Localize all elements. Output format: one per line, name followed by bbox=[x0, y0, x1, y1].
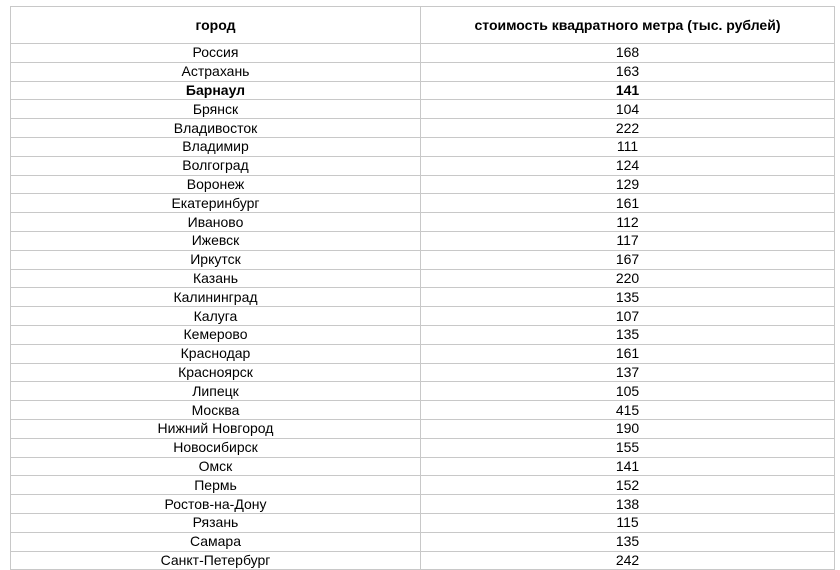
table-row bbox=[11, 44, 835, 63]
cell-price: 115 bbox=[421, 513, 835, 532]
table-row bbox=[11, 231, 835, 250]
cell-price: 129 bbox=[421, 175, 835, 194]
cell-city: Москва bbox=[11, 401, 421, 420]
cell-price: 163 bbox=[421, 62, 835, 81]
cell-price: 105 bbox=[421, 382, 835, 401]
table-row bbox=[11, 100, 835, 119]
table-row bbox=[11, 269, 835, 288]
table-row bbox=[11, 325, 835, 344]
table-row bbox=[11, 476, 835, 495]
cell-price: 124 bbox=[421, 156, 835, 175]
header-city: город bbox=[11, 7, 421, 44]
cell-price: 137 bbox=[421, 363, 835, 382]
table-row bbox=[11, 532, 835, 551]
cell-city: Калининград bbox=[11, 288, 421, 307]
cell-city: Кемерово bbox=[11, 325, 421, 344]
cell-price: 190 bbox=[421, 419, 835, 438]
cell-city: Брянск bbox=[11, 100, 421, 119]
cell-city: Новосибирск bbox=[11, 438, 421, 457]
table-row bbox=[11, 438, 835, 457]
cell-price: 415 bbox=[421, 401, 835, 420]
table-row bbox=[11, 307, 835, 326]
table-row bbox=[11, 457, 835, 476]
cell-city: Барнаул bbox=[11, 81, 421, 100]
cell-city: Липецк bbox=[11, 382, 421, 401]
cell-price: 161 bbox=[421, 344, 835, 363]
table-row bbox=[11, 119, 835, 138]
cell-price: 138 bbox=[421, 495, 835, 514]
cell-price: 161 bbox=[421, 194, 835, 213]
cell-city: Казань bbox=[11, 269, 421, 288]
cell-city: Волгоград bbox=[11, 156, 421, 175]
cell-city: Ижевск bbox=[11, 231, 421, 250]
table-body bbox=[11, 44, 835, 570]
table-row bbox=[11, 62, 835, 81]
table-row bbox=[11, 344, 835, 363]
cell-price: 155 bbox=[421, 438, 835, 457]
price-table-container bbox=[10, 6, 835, 570]
cell-city: Владимир bbox=[11, 137, 421, 156]
cell-city: Красноярск bbox=[11, 363, 421, 382]
cell-price: 104 bbox=[421, 100, 835, 119]
cell-price: 111 bbox=[421, 137, 835, 156]
cell-price: 168 bbox=[421, 44, 835, 63]
table-row bbox=[11, 513, 835, 532]
cell-price: 167 bbox=[421, 250, 835, 269]
cell-price: 112 bbox=[421, 213, 835, 232]
cell-city: Иваново bbox=[11, 213, 421, 232]
table-row bbox=[11, 194, 835, 213]
cell-city: Россия bbox=[11, 44, 421, 63]
table-row bbox=[11, 363, 835, 382]
cell-price: 107 bbox=[421, 307, 835, 326]
cell-city: Омск bbox=[11, 457, 421, 476]
cell-city: Самара bbox=[11, 532, 421, 551]
table-row bbox=[11, 250, 835, 269]
table-row bbox=[11, 81, 835, 100]
table-header-row bbox=[11, 7, 835, 44]
cell-city: Ростов-на-Дону bbox=[11, 495, 421, 514]
cell-city: Пермь bbox=[11, 476, 421, 495]
table-row bbox=[11, 382, 835, 401]
cell-price: 135 bbox=[421, 325, 835, 344]
cell-city: Краснодар bbox=[11, 344, 421, 363]
table-row bbox=[11, 401, 835, 420]
table-row bbox=[11, 419, 835, 438]
cell-city: Владивосток bbox=[11, 119, 421, 138]
cell-city: Санкт-Петербург bbox=[11, 551, 421, 570]
cell-city: Рязань bbox=[11, 513, 421, 532]
table-row bbox=[11, 213, 835, 232]
cell-price: 222 bbox=[421, 119, 835, 138]
table-row bbox=[11, 156, 835, 175]
cell-price: 135 bbox=[421, 288, 835, 307]
cell-city: Калуга bbox=[11, 307, 421, 326]
cell-price: 242 bbox=[421, 551, 835, 570]
price-table bbox=[10, 6, 835, 570]
table-row bbox=[11, 495, 835, 514]
cell-city: Астрахань bbox=[11, 62, 421, 81]
cell-price: 141 bbox=[421, 457, 835, 476]
cell-city: Иркутск bbox=[11, 250, 421, 269]
cell-price: 135 bbox=[421, 532, 835, 551]
cell-city: Воронеж bbox=[11, 175, 421, 194]
header-price: стоимость квадратного метра (тыс. рублей) bbox=[421, 7, 835, 44]
cell-price: 117 bbox=[421, 231, 835, 250]
cell-city: Нижний Новгород bbox=[11, 419, 421, 438]
table-row bbox=[11, 137, 835, 156]
cell-price: 141 bbox=[421, 81, 835, 100]
table-row bbox=[11, 175, 835, 194]
cell-price: 220 bbox=[421, 269, 835, 288]
cell-city: Екатеринбург bbox=[11, 194, 421, 213]
table-row bbox=[11, 551, 835, 570]
cell-price: 152 bbox=[421, 476, 835, 495]
table-row bbox=[11, 288, 835, 307]
